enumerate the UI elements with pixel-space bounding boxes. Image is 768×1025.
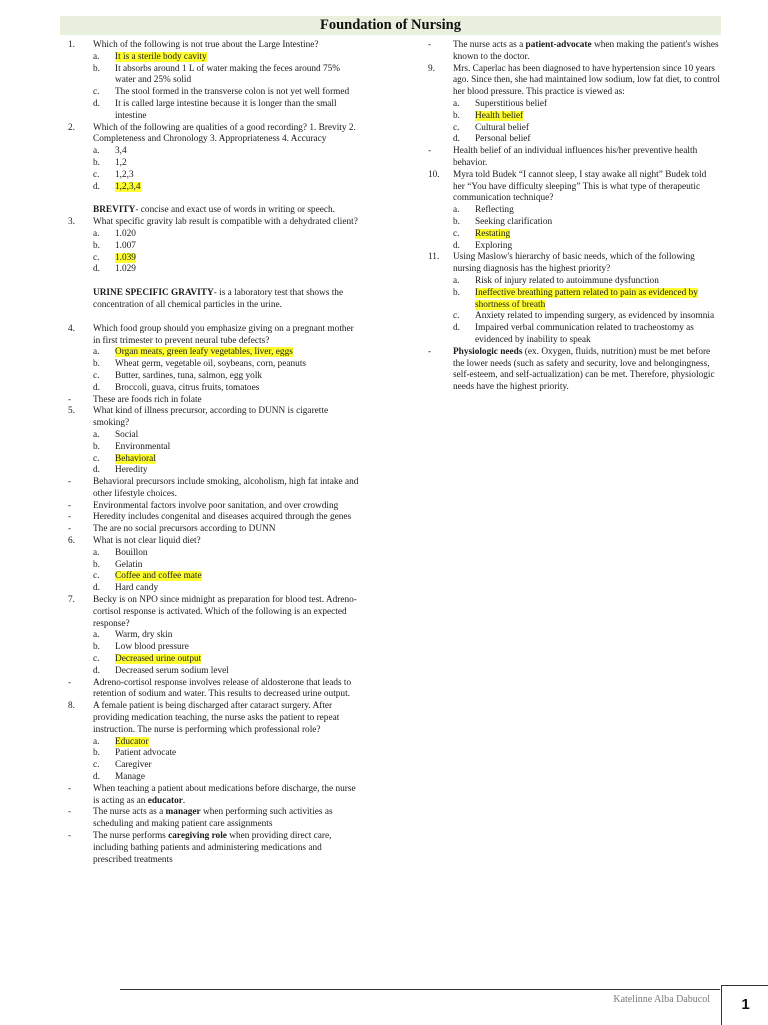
bullet-dash: - (68, 783, 72, 794)
note-emphasis: patient-advocate (525, 40, 592, 50)
note-text-prefix: The nurse acts as a (93, 807, 166, 818)
option-letter: a. (453, 275, 460, 286)
option-text: Social (115, 429, 139, 440)
note-text: The are no social precursors according to DUNN (93, 524, 276, 535)
answer-option (60, 64, 360, 88)
answer-option (60, 465, 360, 477)
question-text: Which of the following is not true about the Large Intestine? (93, 40, 319, 50)
option-letter: a. (453, 98, 460, 109)
question-number: 10. (428, 169, 440, 180)
bullet-dash: - (68, 677, 72, 688)
question-item (60, 40, 360, 52)
question-text: What is not clear liquid diet? (93, 536, 201, 547)
option-letter: c. (93, 370, 100, 381)
option-letter: d. (93, 583, 100, 594)
rationale-note (420, 146, 720, 170)
question-number: 7. (68, 595, 75, 606)
option-text: Risk of injury related to autoimmune dysfunction (475, 275, 659, 286)
note-text-prefix: When teaching a patient about medications before discharge, the nurse is acting as an (93, 783, 356, 806)
answer-option (60, 182, 360, 194)
option-letter: d. (453, 134, 460, 145)
question-item (420, 252, 720, 276)
answer-option (420, 229, 720, 241)
option-letter: d. (93, 264, 100, 275)
question-item (60, 123, 360, 147)
option-letter: a. (93, 51, 100, 62)
answer-option (420, 217, 720, 229)
question-text: What specific gravity lab result is compatible with a dehydrated client? (93, 217, 358, 228)
option-text: Butter, sardines, tuna, salmon, egg yolk (115, 370, 263, 381)
option-letter: b. (93, 642, 100, 653)
bullet-dash: - (428, 40, 432, 50)
correct-answer-text: Organ meats, green leafy vegetables, liver, eggs (115, 347, 293, 358)
right-column (420, 40, 720, 394)
option-text: Warm, dry skin (115, 630, 173, 641)
answer-option (60, 630, 360, 642)
option-letter: a. (453, 205, 460, 216)
note-text-prefix: The nurse acts as a (453, 40, 526, 50)
note-text: Environmental factors involve poor sanitation, and over crowding (93, 500, 339, 511)
rationale-note (60, 784, 360, 808)
option-letter: a. (93, 146, 100, 157)
correct-answer-text: Health belief (475, 110, 524, 121)
option-text: 1.007 (115, 240, 136, 251)
answer-option (420, 276, 720, 288)
answer-option (60, 571, 360, 583)
answer-option (420, 99, 720, 111)
note-emphasis: Physiologic needs (453, 346, 523, 357)
bullet-dash: - (68, 807, 72, 818)
answer-option (60, 442, 360, 454)
answer-option (60, 158, 360, 170)
definition-term: BREVITY (93, 205, 136, 216)
question-number: 8. (68, 701, 75, 712)
answer-option (60, 383, 360, 395)
definition-text: - is a laboratory test that shows the concentration of all chemical particles in the urine. (93, 288, 344, 310)
option-text: Gelatin (115, 559, 143, 570)
answer-option (60, 253, 360, 265)
answer-option (60, 170, 360, 182)
rationale-note (60, 807, 360, 831)
rationale-note (60, 395, 360, 407)
option-letter: d. (93, 665, 100, 676)
answer-option (420, 288, 720, 312)
option-letter: c. (93, 453, 100, 464)
answer-option (60, 642, 360, 654)
option-text: Seeking clarification (475, 216, 553, 227)
option-letter: d. (93, 98, 100, 109)
rationale-note (60, 477, 360, 501)
question-text: Mrs. Caperlac has been diagnosed to have hypertension since 10 years ago. Since then, she had maintained low sodium, low fat diet, to control her blood pressure. This practice is viewed as: (453, 63, 720, 98)
option-text: It is called large intestine because it is longer than the small intestine (115, 98, 337, 121)
footer-divider (120, 989, 720, 990)
answer-option (60, 548, 360, 560)
option-letter: a. (93, 429, 100, 440)
option-letter: b. (93, 63, 100, 74)
option-text: 1.020 (115, 228, 136, 239)
option-letter: d. (93, 181, 100, 192)
option-text: Bouillon (115, 547, 148, 558)
correct-answer-text: Behavioral (115, 453, 156, 464)
page-number: 1 (721, 985, 768, 1025)
question-text: Myra told Budek “I cannot sleep, I stay awake all night” Budek told her “You have difficulty sleeping” This is what type of therapeutic communication technique? (453, 169, 707, 204)
answer-option (420, 323, 720, 347)
spacer (60, 193, 360, 205)
answer-option (60, 371, 360, 383)
option-text: Cultural belief (475, 122, 529, 133)
option-text: Wheat germ, vegetable oil, soybeans, corn, peanuts (115, 359, 307, 370)
option-text: Impaired verbal communication related to tracheostomy as evidenced by inability to speak (475, 323, 694, 345)
option-letter: b. (93, 748, 100, 759)
option-letter: d. (93, 465, 100, 476)
bullet-dash: - (68, 512, 72, 523)
option-letter: a. (93, 736, 100, 747)
question-text: Using Maslow's hierarchy of basic needs, which of the following nursing diagnosis has the highest priority? (453, 252, 695, 275)
option-text: Decreased serum sodium level (115, 665, 229, 676)
option-letter: d. (93, 772, 100, 783)
answer-option (60, 583, 360, 595)
option-letter: c. (453, 311, 460, 322)
footer-author: Katelinne Alba Dabucol (613, 994, 710, 1005)
answer-option (60, 146, 360, 158)
answer-option (60, 666, 360, 678)
answer-option (420, 205, 720, 217)
page-title: Foundation of Nursing (60, 16, 721, 35)
option-text: Anxiety related to impending surgery, as evidenced by insomnia (475, 311, 715, 322)
question-number: 5. (68, 406, 75, 417)
note-text: when performing such activities as scheduling and making patient care assignments (93, 807, 333, 830)
note-emphasis: educator (147, 795, 183, 806)
note-text: . (182, 795, 186, 806)
bullet-dash: - (428, 146, 432, 157)
option-letter: d. (93, 382, 100, 393)
answer-option (60, 359, 360, 371)
option-letter: d. (453, 323, 460, 334)
question-item (60, 217, 360, 229)
option-letter: b. (93, 359, 100, 370)
answer-option (60, 347, 360, 359)
note-emphasis: caregiving role (168, 831, 227, 841)
option-text: Caregiver (115, 760, 152, 771)
option-text: Heredity (115, 465, 148, 476)
option-letter: c. (93, 571, 100, 582)
option-letter: b. (93, 240, 100, 251)
question-number: 3. (68, 217, 75, 228)
answer-option (60, 748, 360, 760)
answer-option (60, 560, 360, 572)
correct-answer-text: Decreased urine output (115, 654, 202, 665)
spacer (60, 312, 360, 324)
bullet-dash: - (68, 394, 72, 405)
option-text: 3,4 (115, 146, 127, 157)
question-number: 9. (428, 63, 435, 74)
spacer (60, 276, 360, 288)
option-letter: c. (93, 252, 100, 263)
option-text: Superstitious belief (475, 98, 548, 109)
answer-option (420, 123, 720, 135)
question-number: 1. (68, 40, 75, 50)
rationale-note (60, 678, 360, 702)
answer-option (60, 229, 360, 241)
question-number: 11. (428, 252, 440, 263)
question-text: Which of the following are qualities of a good recording? 1. Brevity 2. Completeness and Chronology 3. Appropriateness 4. Accuracy (93, 122, 356, 145)
option-text: It absorbs around 1 L of water making the feces around 75% water and 25% solid (115, 63, 341, 86)
rationale-note (60, 512, 360, 524)
option-text: Hard candy (115, 583, 159, 594)
question-item (60, 406, 360, 430)
definition-term: URINE SPECIFIC GRAVITY (93, 288, 214, 299)
option-text: Patient advocate (115, 748, 177, 759)
correct-answer-text: Restating (475, 228, 511, 239)
option-letter: c. (93, 169, 100, 180)
question-item (60, 701, 360, 736)
note-text: Adreno-cortisol response involves release of aldosterone that leads to retention of sodium and water. This results to decreased urine output. (93, 677, 352, 700)
option-text: Environmental (115, 441, 171, 452)
left-column (60, 40, 360, 866)
question-text: Which food group should you emphasize giving on a pregnant mother in first trimester to prevent neural tube defects? (93, 323, 354, 346)
option-text: Low blood pressure (115, 642, 189, 653)
question-number: 6. (68, 536, 75, 547)
answer-option (60, 760, 360, 772)
answer-option (420, 134, 720, 146)
option-text: Manage (115, 772, 145, 783)
answer-option (60, 772, 360, 784)
answer-option (60, 654, 360, 666)
definition-paragraph (60, 205, 360, 217)
option-letter: b. (93, 559, 100, 570)
question-item (60, 324, 360, 348)
correct-answer-text: 1,2,3,4 (115, 181, 141, 192)
answer-option (60, 737, 360, 749)
bullet-dash: - (68, 477, 72, 488)
note-text: when providing direct care, including bathing patients and administering medications and prescribed treatments (93, 831, 332, 865)
correct-answer-text: Educator (115, 736, 149, 747)
note-text: when making the patient's wishes known to the doctor. (453, 40, 719, 62)
question-text: A female patient is being discharged after cataract surgery. After providing medication teaching, the nurse asks the patient to repeat instruction. The nurse is performing which professional role? (93, 701, 340, 735)
note-text: Heredity includes congenital and diseases acquired through the genes (93, 512, 352, 523)
definition-paragraph (60, 288, 360, 312)
option-text: The stool formed in the transverse colon is not yet well formed (115, 87, 350, 98)
definition-text: - concise and exact use of words in writing or speech. (135, 205, 335, 216)
option-text: 1.029 (115, 264, 136, 275)
question-item (420, 170, 720, 205)
option-text: 1,2 (115, 157, 127, 168)
option-text: Reflecting (475, 205, 514, 216)
option-letter: a. (93, 347, 100, 358)
option-letter: b. (453, 216, 460, 227)
option-text: 1,2,3 (115, 169, 134, 180)
answer-option (60, 99, 360, 123)
note-text: These are foods rich in folate (93, 394, 202, 405)
option-letter: c. (93, 760, 100, 771)
question-item (60, 595, 360, 630)
rationale-note (420, 40, 720, 64)
rationale-note (420, 347, 720, 394)
correct-answer-text: Coffee and coffee mate (115, 571, 202, 582)
option-letter: b. (453, 287, 460, 298)
question-item (60, 536, 360, 548)
bullet-dash: - (68, 524, 72, 535)
note-text-prefix: The nurse performs (93, 831, 169, 841)
question-number: 4. (68, 323, 75, 334)
note-emphasis: manager (165, 807, 201, 818)
option-letter: c. (93, 654, 100, 665)
answer-option (60, 454, 360, 466)
bullet-dash: - (68, 500, 72, 511)
answer-option (60, 430, 360, 442)
bullet-dash: - (428, 346, 432, 357)
answer-option (60, 52, 360, 64)
option-letter: d. (453, 240, 460, 251)
note-text: Behavioral precursors include smoking, alcoholism, high fat intake and other lifestyle choices. (93, 477, 359, 499)
option-text: Personal belief (475, 134, 531, 145)
answer-option (420, 111, 720, 123)
rationale-note (60, 831, 360, 866)
option-letter: a. (93, 228, 100, 239)
answer-option (420, 311, 720, 323)
answer-option (60, 241, 360, 253)
bullet-dash: - (68, 831, 72, 841)
answer-option (420, 241, 720, 253)
option-letter: c. (453, 228, 460, 239)
option-text: Exploring (475, 240, 513, 251)
correct-answer-text: Ineffective breathing pattern related to pain as evidenced by shortness of breath (475, 287, 698, 310)
option-letter: c. (453, 122, 460, 133)
option-letter: b. (93, 441, 100, 452)
answer-option (60, 87, 360, 99)
question-text: What kind of illness precursor, according to DUNN is cigarette smoking? (93, 406, 329, 429)
option-letter: c. (93, 87, 100, 98)
rationale-note (60, 501, 360, 513)
option-text: Broccoli, guava, citrus fruits, tomatoes (115, 382, 260, 393)
question-item (420, 64, 720, 99)
note-text: (ex. Oxygen, fluids, nutrition) must be met before the lower needs (such as safety and security, love and belongingness, self-esteem, and self-actualization) can be met. Therefore, physiologic needs have the highest priority. (453, 346, 715, 393)
option-letter: a. (93, 547, 100, 558)
option-letter: b. (93, 157, 100, 168)
rationale-note (60, 524, 360, 536)
answer-option (60, 264, 360, 276)
correct-answer-text: It is a sterile body cavity (115, 51, 207, 62)
question-text: Becky is on NPO since midnight as preparation for blood test. Adreno-cortisol response is activated. Which of the following is an expected response? (93, 595, 357, 629)
note-text: Health belief of an individual influences his/her preventive health behavior. (453, 146, 698, 168)
question-number: 2. (68, 122, 75, 133)
option-letter: b. (453, 110, 460, 121)
option-letter: a. (93, 630, 100, 641)
correct-answer-text: 1.039 (115, 252, 136, 263)
